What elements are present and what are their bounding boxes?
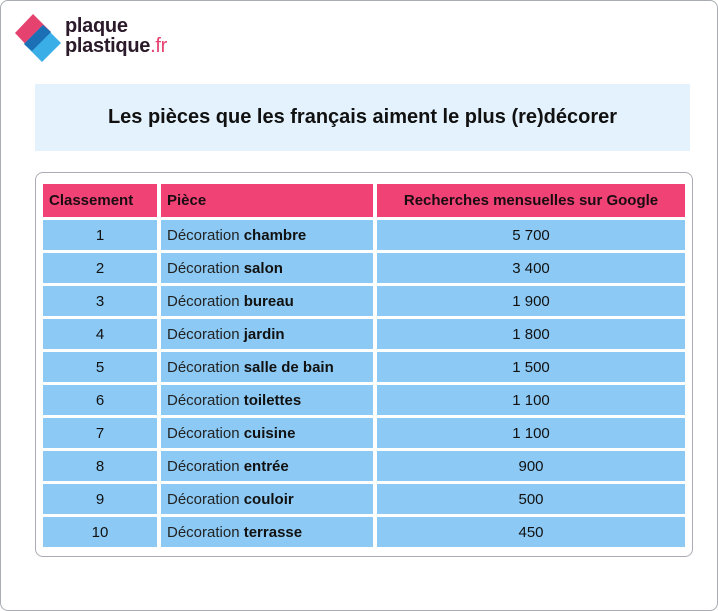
searches-cell: 1 800 [377,319,685,349]
room-name: cuisine [243,424,296,442]
table-row [43,517,685,547]
logo-line-2: plastique [65,35,151,57]
table-row [43,418,685,448]
room-prefix: Décoration [167,325,240,343]
table-row [43,220,685,250]
room-cell [161,286,373,316]
rank-cell: 5 [43,352,157,382]
room-prefix: Décoration [167,457,240,475]
room-name: bureau [243,292,294,310]
rank-cell: 4 [43,319,157,349]
rank-cell: 9 [43,484,157,514]
rank-cell: 3 [43,286,157,316]
room-prefix: Décoration [167,358,240,376]
room-name: toilettes [243,391,302,409]
searches-cell: 1 500 [377,352,685,382]
header-piece: Pièce [161,184,373,217]
room-cell [161,253,373,283]
searches-cell: 3 400 [377,253,685,283]
table-card [35,172,693,557]
room-prefix: Décoration [167,391,240,409]
table-row [43,484,685,514]
room-cell [161,220,373,250]
logo-tld: .fr [150,35,167,57]
header-classement: Classement [43,184,157,217]
room-cell [161,517,373,547]
room-name: entrée [243,457,289,475]
rank-cell: 7 [43,418,157,448]
room-prefix: Décoration [167,226,240,244]
room-cell [161,385,373,415]
logo-wordmark [65,16,167,56]
ranking-table [39,181,689,550]
room-name: couloir [243,490,294,508]
room-name: chambre [243,226,307,244]
header-recherches: Recherches mensuelles sur Google [377,184,685,217]
room-cell [161,451,373,481]
rank-cell: 6 [43,385,157,415]
room-name: jardin [243,325,285,343]
searches-cell: 1 900 [377,286,685,316]
room-prefix: Décoration [167,259,240,277]
room-name: terrasse [243,523,303,541]
rank-cell: 8 [43,451,157,481]
page-title: Les pièces que les français aiment le plus (re)décorer [107,106,618,128]
room-cell [161,484,373,514]
rank-cell: 10 [43,517,157,547]
room-prefix: Décoration [167,424,240,442]
room-cell [161,418,373,448]
table-row [43,385,685,415]
table-row [43,286,685,316]
rank-cell: 2 [43,253,157,283]
table-row [43,451,685,481]
searches-cell: 900 [377,451,685,481]
logo-line-1: plaque [65,15,128,37]
table-row [43,319,685,349]
table-row [43,253,685,283]
room-prefix: Décoration [167,292,240,310]
room-prefix: Décoration [167,523,240,541]
room-cell [161,319,373,349]
logo-diamond-icon [15,13,63,65]
searches-cell: 500 [377,484,685,514]
room-cell [161,352,373,382]
brand-logo[interactable] [15,13,175,65]
searches-cell: 450 [377,517,685,547]
searches-cell: 1 100 [377,418,685,448]
room-prefix: Décoration [167,490,240,508]
table-row [43,352,685,382]
room-name: salle de bain [243,358,334,376]
table-header-row [43,184,685,217]
searches-cell: 5 700 [377,220,685,250]
room-name: salon [243,259,283,277]
searches-cell: 1 100 [377,385,685,415]
rank-cell: 1 [43,220,157,250]
title-banner [35,84,690,151]
